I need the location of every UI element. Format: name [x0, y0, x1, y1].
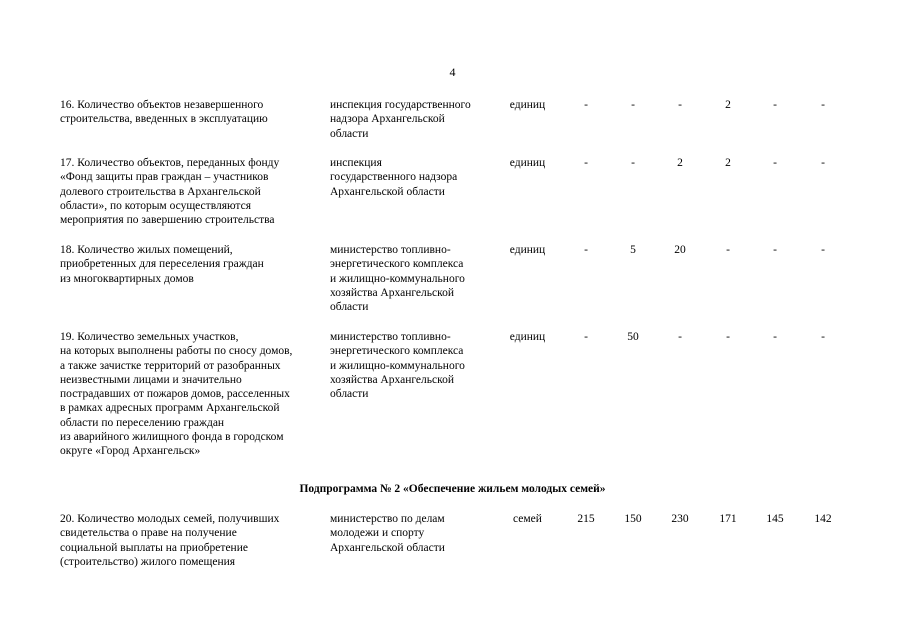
text-line: министерство по делам	[330, 513, 445, 525]
text-line: министерство топливно-	[330, 331, 451, 343]
value-cell: -	[678, 99, 682, 111]
text-line: строительства, введенных в эксплуатацию	[60, 113, 268, 126]
value-cell: 2	[725, 99, 731, 111]
responsible-executor	[330, 243, 495, 314]
value-cell: -	[821, 157, 825, 169]
text-line: мероприятия по завершению строительства	[60, 214, 275, 227]
section-title: Подпрограмма № 2 «Обеспечение жильем молодых семей»	[299, 483, 606, 495]
text-line: надзора Архангельской	[330, 113, 445, 126]
value-cell: -	[821, 244, 825, 256]
value-cell: 5	[630, 244, 636, 256]
indicator-name	[60, 243, 325, 286]
value-cell: 230	[671, 513, 689, 525]
text-line: а также зачистке территорий от разобранных	[60, 359, 281, 372]
responsible-executor	[330, 156, 495, 199]
text-line: области	[330, 127, 369, 140]
unit: единиц	[509, 244, 546, 256]
value-cell: -	[631, 99, 635, 111]
value-cell: -	[584, 244, 588, 256]
responsible-executor	[330, 512, 495, 555]
value-cell: -	[584, 99, 588, 111]
text-line: пострадавших от пожаров домов, расселенных	[60, 388, 290, 401]
value-cell: -	[678, 331, 682, 343]
text-line: (строительство) жилого помещения	[60, 555, 236, 568]
value-cell: 2	[677, 157, 683, 169]
text-line: хозяйства Архангельской	[330, 286, 455, 299]
text-line: социальной выплаты на приобретение	[60, 541, 248, 554]
value-cell: 215	[577, 513, 595, 525]
responsible-executor	[330, 330, 495, 401]
text-line: области	[330, 388, 369, 401]
value-cell: 142	[814, 513, 832, 525]
indicator-name	[60, 98, 325, 127]
text-line: области	[330, 301, 369, 314]
value-cell: 20	[674, 244, 686, 256]
text-line: 18. Количество жилых помещений,	[60, 244, 233, 256]
value-cell: 2	[725, 157, 731, 169]
indicator-name	[60, 330, 325, 459]
value-cell: -	[726, 244, 730, 256]
indicator-name	[60, 512, 325, 569]
text-line: области», по которым осуществляются	[60, 199, 251, 212]
text-line: в рамках адресных программ Архангельской	[60, 402, 280, 415]
text-line: инспекция государственного	[330, 99, 471, 111]
text-line: приобретенных для переселения граждан	[60, 258, 264, 271]
text-line: долевого строительства в Архангельской	[60, 185, 261, 198]
unit: единиц	[509, 331, 546, 343]
text-line: Архангельской области	[330, 541, 445, 554]
text-line: из аварийного жилищного фонда в городском	[60, 431, 284, 444]
unit: единиц	[509, 99, 546, 111]
text-line: 17. Количество объектов, переданных фонду	[60, 157, 280, 169]
responsible-executor	[330, 98, 495, 141]
value-cell: -	[631, 157, 635, 169]
value-cell: 50	[627, 331, 639, 343]
text-line: министерство топливно-	[330, 244, 451, 256]
value-cell: 145	[766, 513, 784, 525]
text-line: неизвестными лицами и значительно	[60, 373, 242, 386]
value-cell: -	[773, 331, 777, 343]
value-cell: 150	[624, 513, 642, 525]
text-line: и жилищно-коммунального	[330, 359, 465, 372]
text-line: «Фонд защиты прав граждан – участников	[60, 171, 269, 184]
text-line: энергетического комплекса	[330, 258, 464, 271]
value-cell: -	[773, 157, 777, 169]
unit: семей	[513, 513, 542, 525]
text-line: государственного надзора	[330, 171, 458, 184]
text-line: Архангельской области	[330, 185, 445, 198]
text-line: энергетического комплекса	[330, 345, 464, 358]
value-cell: -	[584, 331, 588, 343]
text-line: 19. Количество земельных участков,	[60, 331, 239, 343]
text-line: хозяйства Архангельской	[330, 373, 455, 386]
text-line: и жилищно-коммунального	[330, 272, 465, 285]
text-line: молодежи и спорту	[330, 527, 425, 540]
text-line: на которых выполнены работы по сносу домов,	[60, 345, 293, 358]
text-line: области по переселению граждан	[60, 416, 225, 429]
text-line: округе «Город Архангельск»	[60, 445, 201, 458]
text-line: из многоквартирных домов	[60, 272, 194, 285]
value-cell: -	[773, 244, 777, 256]
text-line: 20. Количество молодых семей, получивших	[60, 513, 280, 525]
text-line: свидетельства о праве на получение	[60, 527, 237, 540]
value-cell: 171	[719, 513, 737, 525]
value-cell: -	[821, 99, 825, 111]
page-number: 4	[449, 65, 456, 79]
text-line: инспекция	[330, 157, 382, 169]
value-cell: -	[726, 331, 730, 343]
value-cell: -	[773, 99, 777, 111]
text-line: 16. Количество объектов незавершенного	[60, 99, 264, 111]
value-cell: -	[821, 331, 825, 343]
indicator-name	[60, 156, 325, 227]
unit: единиц	[509, 157, 546, 169]
value-cell: -	[584, 157, 588, 169]
